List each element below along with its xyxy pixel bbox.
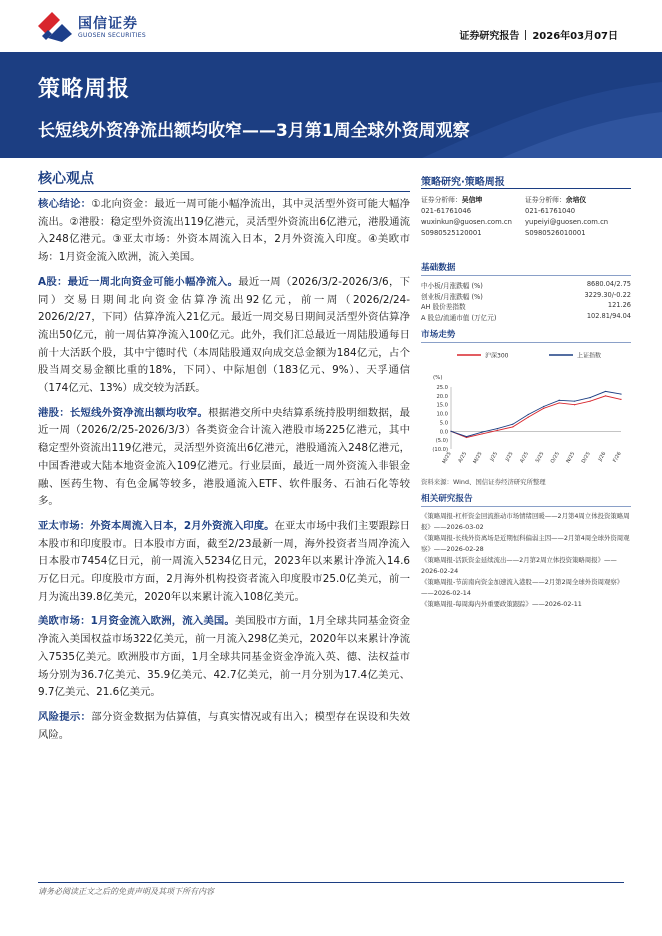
y-tick-label: (5.0) xyxy=(435,438,448,445)
paragraph-body: 最近一周（2026/3/2-2026/3/6，下同）交易日期间北向资金估算净流出92亿元，前一周（2026/2/24-2026/2/27，下同）估算净流入21亿元。最近一周交易日期间灵活型外资估算净流出50亿元，前一周估算净流入100亿元。此外，我们汇总最近一周陆股通每日前十大活跃个股，其中宁德时代（本周陆股通双向成交总金额为184亿元，占个股当周交易金额比重的18%，下同）、中际旭创（183亿元、9%）、天孚通信（174亿元、13%）成交较为活跃。 xyxy=(38,275,410,395)
core-views-section xyxy=(38,168,410,751)
x-tick-label: F/26 xyxy=(612,451,623,464)
sidebar xyxy=(421,168,631,610)
series-line xyxy=(451,391,621,436)
data-point xyxy=(620,399,621,400)
banner-decoration xyxy=(362,52,662,158)
paragraph-body: ①北向资金：最近一周可能小幅净流出，其中灵活型外资可能大幅净流出。②港股：稳定型外资流出119亿港元，灵活型外资流出6亿港元，港股通流入248亿港元。③亚太市场：外资本周流入日本，2月外资流入印度。④美欧市场：1月资金流入欧洲，流入美国。 xyxy=(38,198,411,264)
related-research-heading: 相关研究报告 xyxy=(421,490,631,507)
footer-disclaimer: 请务必阅读正文之后的免责声明及其项下所有内容 xyxy=(38,887,214,896)
logo-name-en: GUOSEN SECURITIES xyxy=(78,32,147,39)
analyst-phone: 021-61761040 xyxy=(525,207,576,215)
y-tick-label: 10.0 xyxy=(436,411,448,418)
y-axis-unit: (%) xyxy=(433,375,443,381)
x-tick-label: D/25 xyxy=(580,451,592,465)
report-type: 证券研究报告 xyxy=(459,31,520,42)
data-point xyxy=(512,426,513,427)
row-label: 中小板/月涨跌幅 (%) xyxy=(421,282,483,290)
legend-label: 沪深300 xyxy=(485,352,509,360)
analyst-phone: 021-61761046 xyxy=(421,207,472,215)
list-item[interactable]: 《策略周报-节前南向资金加速流入港股——2月第2周全球外资周观察》——2026-02-14 xyxy=(421,578,624,597)
paragraph-lead: 亚太市场：外资本周流入日本，2月外资流入印度。 xyxy=(38,519,275,532)
paragraph-a-share xyxy=(38,274,410,398)
data-point xyxy=(559,400,560,401)
row-label: A 股总/流通市值 (万亿元) xyxy=(421,313,497,322)
paragraph-body: 部分资金数据为估算值，与真实情况或有出入；模型存在误设和失效风险。 xyxy=(38,710,411,741)
paragraph-lead: 美欧市场：1月资金流入欧洲，流入美国。 xyxy=(38,615,235,628)
logo-name-cn: 国信证券 xyxy=(78,16,138,32)
trend-chart-svg xyxy=(421,347,631,475)
x-tick-label: N/25 xyxy=(565,451,577,465)
analyst-block xyxy=(421,195,631,259)
sidebar-heading: 策略研究·策略周报 xyxy=(421,168,631,189)
chart-source-note: 资料来源：Wind、国信证券经济研究所整理 xyxy=(421,478,546,486)
analyst-name: 吴信坤 xyxy=(461,196,483,204)
paragraph-asia-pacific xyxy=(38,518,410,607)
paragraph-conclusion xyxy=(38,196,410,267)
row-label: AH 股价差指数 xyxy=(421,303,466,311)
legend-label: 上证指数 xyxy=(577,352,602,360)
data-point xyxy=(605,395,606,396)
data-point xyxy=(481,432,482,433)
table-row xyxy=(421,280,631,291)
basic-data-table xyxy=(421,280,631,322)
analyst-name: 余培仪 xyxy=(565,196,587,204)
paragraph-body: 美国股市方面，1月全球共同基金资金净流入美国权益市场322亿美元，前一月流入298亿美元，2020年以来累计净流入7535亿美元。欧洲股市方面，1月全球共同基金资金净流入英、德、法权益市场分别为36.7亿美元、35.9亿美元、42.7亿美元，前一月分别为17.4亿美元、9.7亿美元、21.6亿美元。 xyxy=(38,615,410,699)
x-tick-label: O/25 xyxy=(549,451,561,465)
data-point xyxy=(605,391,606,392)
data-point xyxy=(574,401,575,402)
list-item[interactable]: 《策略周报-每周海内外重要政策跟踪》——2026-02-11 xyxy=(421,600,582,608)
meta-divider xyxy=(525,30,526,40)
data-point xyxy=(466,436,467,437)
list-item[interactable]: 《策略周报-杠杆资金回流推动市场情绪回暖——2月第4周立体投资策略周报》——2026-03-02 xyxy=(421,512,630,531)
row-value: 102.81/94.04 xyxy=(586,311,631,320)
report-meta xyxy=(459,27,618,42)
paragraph-lead: 风险提示： xyxy=(38,710,92,723)
data-point xyxy=(543,406,544,407)
y-tick-label: 25.0 xyxy=(436,385,448,391)
data-point xyxy=(559,402,560,403)
table-row xyxy=(421,301,631,312)
market-trend-chart xyxy=(421,347,631,475)
x-tick-label: A/25 xyxy=(457,451,469,464)
y-tick-label: 5.0 xyxy=(439,420,448,427)
data-point xyxy=(497,428,498,429)
basic-data-heading: 基础数据 xyxy=(421,259,631,276)
paragraph-risk xyxy=(38,709,410,744)
paragraph-us-europe xyxy=(38,613,410,702)
analyst-role: 证券分析师： xyxy=(525,196,566,204)
market-trend-heading: 市场走势 xyxy=(421,326,631,343)
y-tick-label: 0.0 xyxy=(439,429,448,436)
report-date: 2026年03月07日 xyxy=(532,31,618,42)
x-tick-label: A/25 xyxy=(519,451,531,464)
x-tick-label: M/25 xyxy=(472,451,484,465)
analyst-email[interactable]: yupeiyi@guosen.com.cn xyxy=(525,218,609,226)
data-point xyxy=(512,424,513,425)
y-tick-label: 20.0 xyxy=(436,393,448,400)
y-tick-label: 15.0 xyxy=(436,402,448,409)
data-point xyxy=(450,431,451,432)
data-point xyxy=(543,408,544,409)
paragraph-lead: 港股：长短线外资净流出额均收窄。 xyxy=(38,406,209,419)
paragraph-body: 在亚太市场中我们主要跟踪日本股市和印度股市。日本股市方面，截至2/23最新一周，海外投资者当周净流入日本股市7454亿日元，前一周流入5234亿日元，2023年以来累计净流入14.6万亿日元。印度股市方面，2月海外机构投资者流入印度股市25.0亿美元，前一月为流出39.8亿美元，2020年以来累计流入108亿美元。 xyxy=(38,519,410,603)
x-tick-label: J/26 xyxy=(597,451,608,463)
core-views-heading: 核心观点 xyxy=(38,168,410,192)
footer-divider xyxy=(38,882,624,883)
x-tick-label: J/25 xyxy=(489,451,500,463)
data-point xyxy=(528,414,529,415)
data-point xyxy=(589,401,590,402)
analyst-cert: S0980526010001 xyxy=(525,229,586,237)
paragraph-lead: A股：最近一周北向资金可能小幅净流入。 xyxy=(38,275,239,288)
table-row xyxy=(421,312,631,323)
analyst-email[interactable]: wuxinkun@guosen.com.cn xyxy=(421,218,512,226)
analyst-card xyxy=(525,195,635,239)
table-row xyxy=(421,291,631,302)
report-header xyxy=(0,0,662,50)
x-tick-label: M/25 xyxy=(441,451,453,465)
x-tick-label: S/25 xyxy=(534,451,546,464)
data-point xyxy=(528,417,529,418)
row-label: 创业板/月涨跌幅 (%) xyxy=(421,292,483,301)
analyst-card xyxy=(421,195,531,239)
row-value: 121.26 xyxy=(607,301,631,309)
analyst-role: 证券分析师： xyxy=(421,196,462,204)
data-point xyxy=(620,393,621,394)
paragraph-hk xyxy=(38,405,410,511)
row-value: 8680.04/2.75 xyxy=(586,280,631,288)
data-point xyxy=(589,397,590,398)
paragraph-body: 根据港交所中央结算系统持股明细数据，最近一周（2026/2/25-2026/3/3）各类资金合计流入港股市场225亿港元，其中稳定型外资流出119亿港元，灵活型外资流出6亿港元，港股通流入248亿港元，中国香港或大陆本地资金流入109亿港元。行业层面，最近一周外资流入非银金融、医药生物、有色金属等较多，港股通流入ETF、软件服务、石油石化等较多。 xyxy=(38,406,411,508)
data-point xyxy=(497,430,498,431)
related-research-list xyxy=(421,511,631,610)
analyst-cert: S0980525120001 xyxy=(421,229,482,237)
y-tick-label: (10.0) xyxy=(432,447,448,453)
report-title: 长短线外资净流出额均收窄——3月第1周全球外资周观察 xyxy=(38,121,470,141)
data-point xyxy=(574,404,575,405)
list-item[interactable]: 《策略周报-活跃资金延续流出——2月第2周立体投资策略周报》——2026-02-24 xyxy=(421,556,617,575)
guosen-logo xyxy=(38,12,162,42)
row-value: 3229.30/-0.22 xyxy=(584,290,631,299)
data-point xyxy=(481,433,482,434)
title-banner xyxy=(0,52,662,158)
list-item[interactable]: 《策略周报-长线外资离场是近期恒科偏弱主因——2月第4周全球外资周观察》——2026-02-28 xyxy=(421,534,630,553)
report-category: 策略周报 xyxy=(38,77,131,102)
paragraph-lead: 核心结论： xyxy=(38,198,92,210)
x-tick-label: J/25 xyxy=(504,451,515,463)
guosen-logo-icon xyxy=(38,12,72,42)
